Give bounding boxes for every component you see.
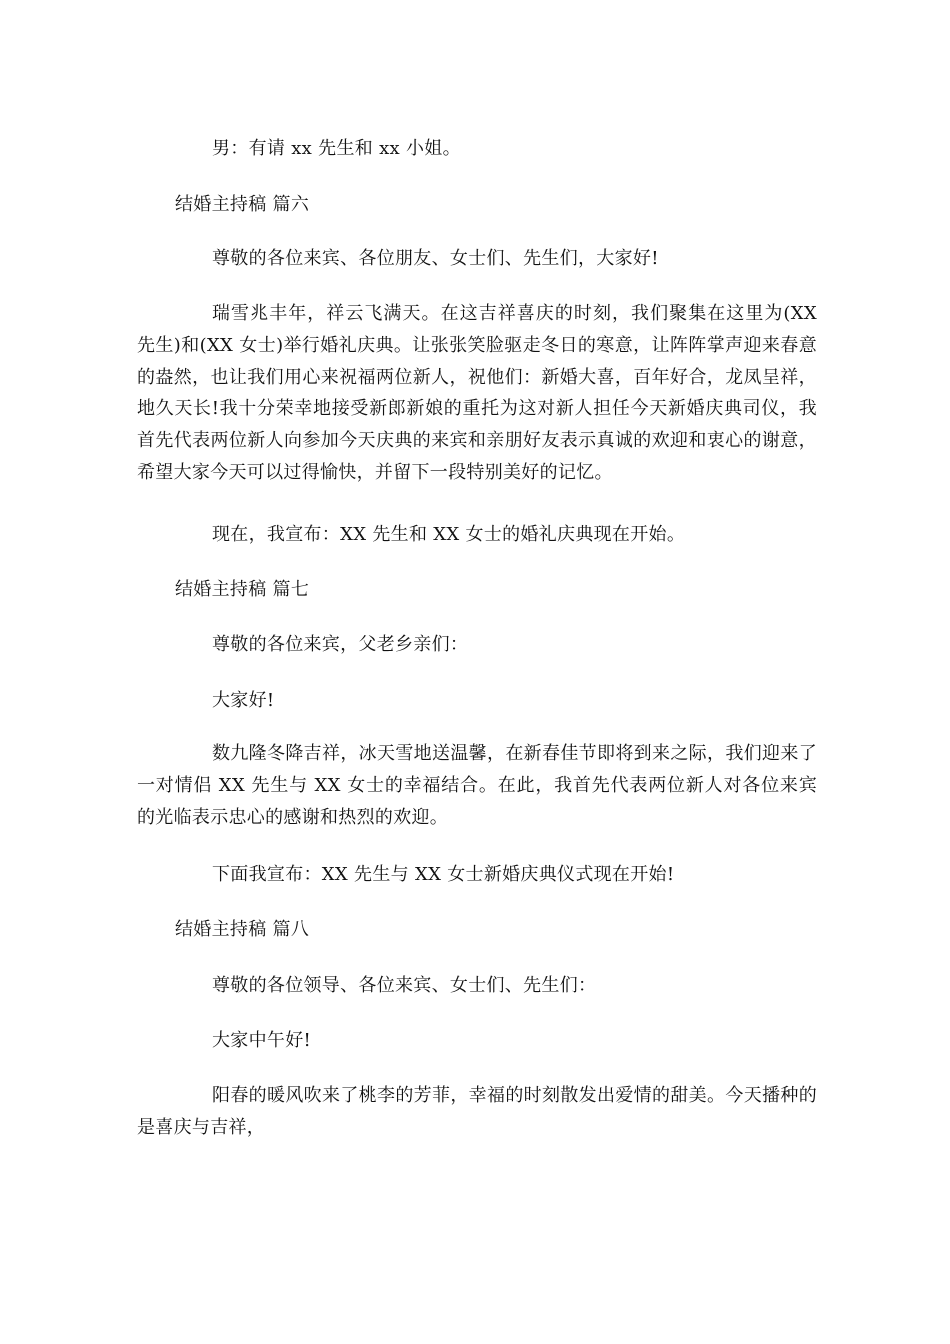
paragraph-greeting-8: 尊敬的各位领导、各位来宾、女士们、先生们： (212, 975, 597, 996)
paragraph-opening-7: 数九隆冬降吉祥，冰天雪地送温馨，在新春佳节即将到来之际，我们迎来了一对情侣 XX 先生与 XX 女士的幸福结合。在此，我首先代表两位新人对各位来宾的光临表示忠心的感谢和热烈的欢迎。 (137, 743, 817, 828)
paragraph-hello-8: 大家中午好! (212, 1030, 312, 1051)
paragraph-opening-6: 瑞雪兆丰年，祥云飞满天。在这吉祥喜庆的时刻，我们聚集在这里为(XX 先生)和(XX 女士)举行婚礼庆典。让张张笑脸驱走冬日的寒意，让阵阵掌声迎来春意的盎然，也让我们用心来祝福两位新人，祝他们：新婚大喜，百年好合，龙凤呈祥，地久天长!我十分荣幸地接受新郎新娘的重托为这对新人担任今天新婚庆典司仪，我首先代表两位新人向参加今天庆典的来宾和亲朋好友表示真诚的欢迎和衷心的谢意，希望大家今天可以过得愉快，并留下一段特别美好的记忆。 (137, 303, 817, 483)
paragraph-hello-7: 大家好! (212, 690, 275, 711)
paragraph-opening-8: 阳春的暖风吹来了桃李的芳菲，幸福的时刻散发出爱情的甜美。今天播种的是喜庆与吉祥， (137, 1085, 817, 1138)
section-heading-6: 结婚主持稿 篇六 (175, 194, 310, 215)
section-heading-8: 结婚主持稿 篇八 (175, 919, 310, 940)
paragraph-announcement-7: 下面我宣布：XX 先生与 XX 女士新婚庆典仪式现在开始! (212, 864, 675, 885)
paragraph-greeting-6: 尊敬的各位来宾、各位朋友、女士们、先生们，大家好! (212, 248, 659, 269)
paragraph-announcement-6: 现在，我宣布：XX 先生和 XX 女士的婚礼庆典现在开始。 (212, 524, 686, 545)
section-heading-7: 结婚主持稿 篇七 (175, 579, 310, 600)
paragraph-announce-couple: 男：有请 xx 先生和 xx 小姐。 (212, 138, 461, 159)
paragraph-greeting-7: 尊敬的各位来宾，父老乡亲们： (212, 634, 469, 655)
